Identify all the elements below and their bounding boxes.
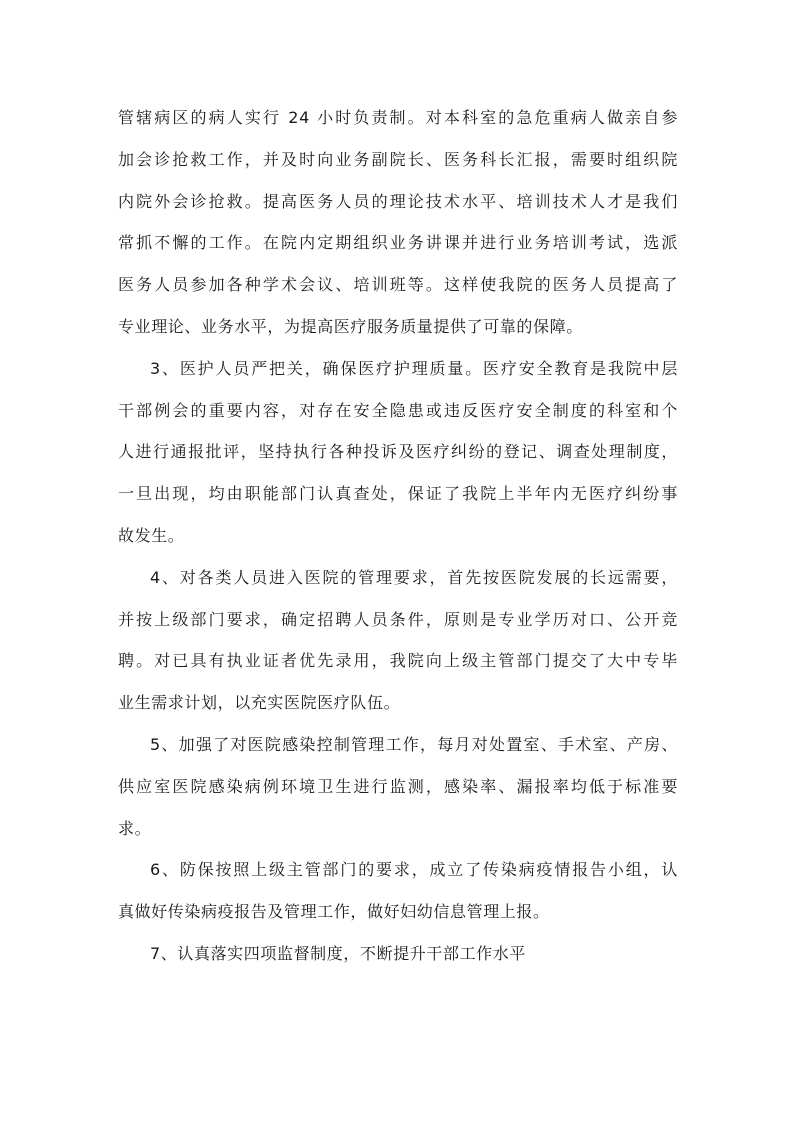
text-line: 真做好传染病疫报告及管理工作，做好妇幼信息管理上报。	[118, 902, 550, 922]
text-line: 5、加强了对医院感染控制管理工作，每月对处置室、手术室、产房、	[150, 734, 678, 754]
text-line: 专业理论、业务水平，为提高医疗服务质量提供了可靠的保障。	[118, 316, 583, 336]
text-line: 聘。对已具有执业证者优先录用，我院向上级主管部门提交了大中专毕	[118, 651, 678, 671]
text-line: 常抓不懈的工作。在院内定期组织业务讲课并进行业务培训考试，选派	[118, 233, 678, 253]
text-line: 7、认真落实四项监督制度，不断提升干部工作水平	[150, 943, 526, 963]
text-line: 并按上级部门要求，确定招聘人员条件，原则是专业学历对口、公开竞	[118, 609, 678, 629]
text-line: 故发生。	[118, 525, 185, 545]
text-line: 干部例会的重要内容，对存在安全隐患或违反医疗安全制度的科室和个	[118, 400, 678, 420]
text-line: 人进行通报批评，坚持执行各种投诉及医疗纠纷的登记、调查处理制度，	[118, 442, 678, 462]
text-line: 供应室医院感染病例环境卫生进行监测，感染率、漏报率均低于标准要	[118, 776, 678, 796]
text-line: 医务人员参加各种学术会议、培训班等。这样使我院的医务人员提高了	[118, 275, 678, 295]
text-line: 内院外会诊抢救。提高医务人员的理论技术水平、培训技术人才是我们	[118, 191, 678, 211]
document-body	[118, 105, 678, 983]
text-line: 业生需求计划，以充实医院医疗队伍。	[118, 693, 401, 713]
text-line: 加会诊抢救工作，并及时向业务副院长、医务科长汇报，需要时组织院	[118, 149, 678, 169]
text-line: 管辖病区的病人实行 24 小时负责制。对本科室的急危重病人做亲自参	[118, 108, 678, 127]
text-line: 求。	[118, 818, 152, 838]
text-line: 一旦出现，均由职能部门认真查处，保证了我院上半年内无医疗纠纷事	[118, 484, 678, 504]
text-line: 3、医护人员严把关，确保医疗护理质量。医疗安全教育是我院中层	[150, 358, 678, 378]
text-line: 6、防保按照上级主管部门的要求，成立了传染病疫情报告小组，认	[150, 860, 678, 880]
text-line: 4、对各类人员进入医院的管理要求，首先按医院发展的长远需要，	[150, 567, 678, 587]
